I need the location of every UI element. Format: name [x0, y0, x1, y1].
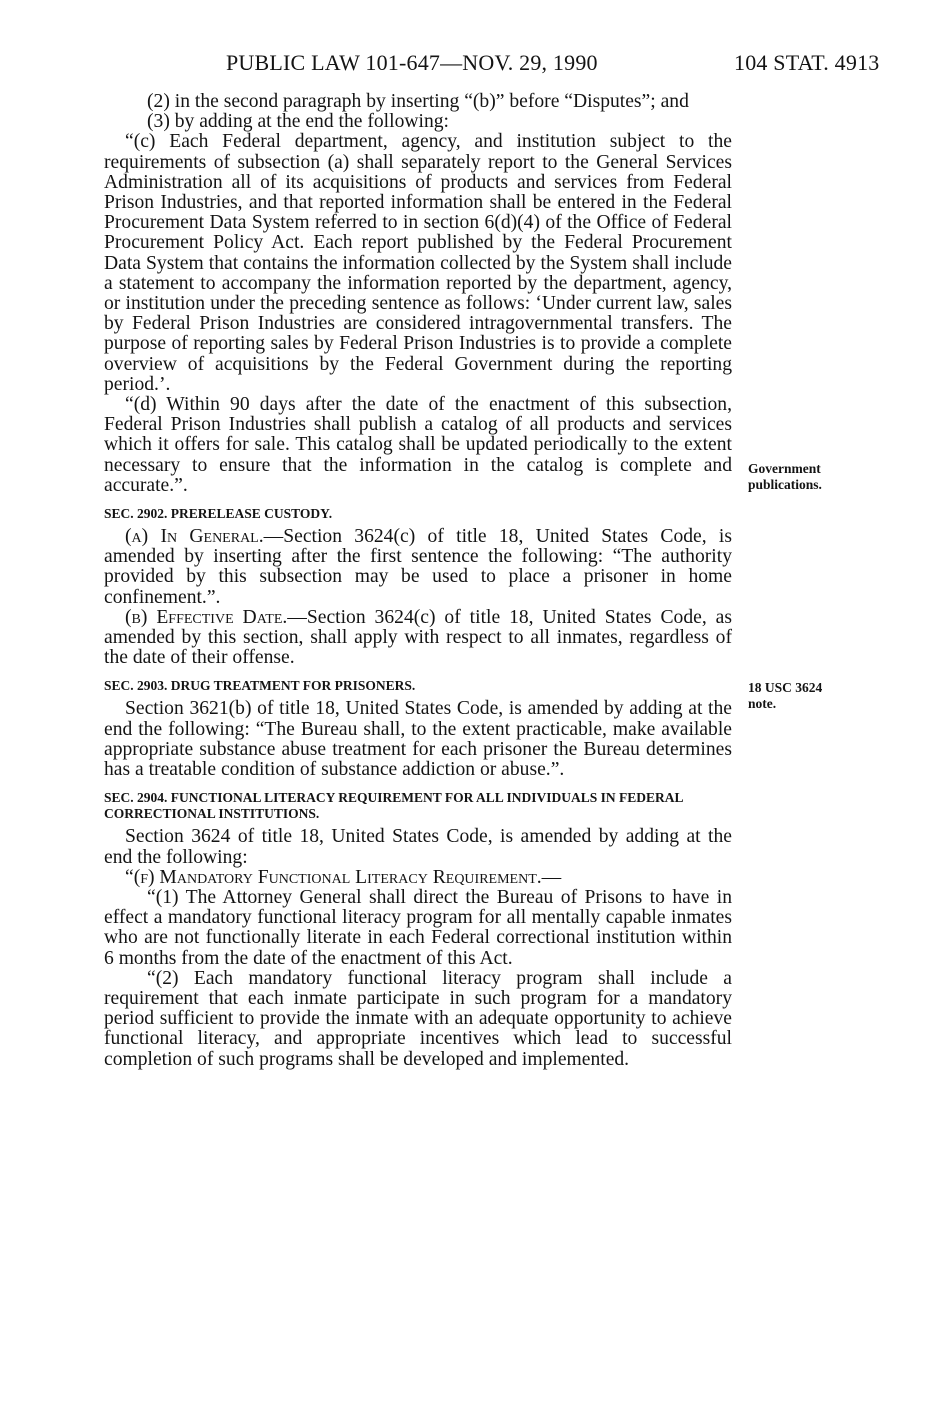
margin-note-line: publications. — [748, 477, 822, 492]
paragraph-amendment-2: (2) in the second paragraph by inserting “(b)” before “Disputes”; and — [147, 91, 689, 112]
section-heading-2903: SEC. 2903. DRUG TREATMENT FOR PRISONERS. — [104, 678, 416, 694]
paragraph-amendment-3: (3) by adding at the end the following: — [147, 111, 450, 133]
section-heading-2902: SEC. 2902. PRERELEASE CUSTODY. — [104, 506, 333, 522]
paragraph-subsection-f-heading: “(f) Mandatory Functional Literacy Requirement. — [125, 866, 542, 888]
paragraph-2902-a-heading: (a) In General. — [125, 526, 264, 548]
margin-note-usc-reference — [748, 680, 822, 712]
paragraph-2902-a-text: —Section 3624(c) of title 18, United States Code, is amended by inserting after the first sentence the following: “The authority provided by this subsection may be used to place a prisoner in home confinement.”. — [104, 526, 732, 608]
paragraph-f-1: “(1) The Attorney General shall direct the Bureau of Prisons to have in effect a mandatory functional literacy program for all mentally capable inmates who are not functionally literate in each Federal correctional institution within 6 months from the date of the enactment of this Act. — [104, 886, 732, 969]
running-header-stat-page: 104 STAT. 4913 — [734, 50, 880, 75]
paragraph-2902-a — [104, 527, 732, 608]
paragraph-2902-b — [104, 608, 732, 669]
paragraph-f-2: “(2) Each mandatory functional literacy program shall include a requirement that each inmate participate in such program for a mandatory period sufficient to provide the inmate with an adequate opportunity to achieve functional literacy, and appropriate incentives which lead to successful completion of such programs shall be developed and implemented. — [104, 967, 732, 1070]
margin-note-line: Government — [748, 461, 821, 476]
margin-note-line: 18 USC 3624 — [748, 680, 823, 695]
paragraph-subsection-c: “(c) Each Federal department, agency, and institution subject to the requirements of subsection (a) shall separately report to the General Services Administration all of its acquisitions of products and services from Federal Prison Industries, and that reported information shall be entered in the Federal Procurement Data System referred to in section 6(d)(4) of the Office of Federal Procurement Policy Act. Each report published by the Federal Procurement Data System that contains the information collected by the System shall include a statement to accompany the information reported by the department, agency, or institution under the preceding sentence as follows: ‘Under current law, sales by Federal Prison Industries are considered intragovernmental transfers. The purpose of reporting sales by Federal Prison Industries is to provide a complete overview of acquisitions by the Federal Government during the reporting period.’. — [104, 131, 732, 395]
margin-note-government-publications — [748, 461, 822, 493]
paragraph-2902-b-heading: (b) Effective Date. — [125, 606, 288, 628]
paragraph-2904: Section 3624 of title 18, United States Code, is amended by adding at the end the following: — [104, 826, 732, 868]
paragraph-subsection-f — [104, 868, 732, 888]
paragraph-2903: Section 3621(b) of title 18, United States Code, is amended by adding at the end the following: “The Bureau shall, to the extent practicable, make available appropriate substance abuse treatment for each prisoner the Bureau determines has a treatable condition of substance addiction or abuse.”. — [104, 698, 732, 781]
paragraph-subsection-d: “(d) Within 90 days after the date of the enactment of this subsection, Federal Prison Industries shall publish a catalog of all products and services which it offers for sale. This catalog shall be updated periodically to the extent necessary to ensure that the information in the catalog is complete and accurate.”. — [104, 394, 732, 496]
running-header-title: PUBLIC LAW 101-647—NOV. 29, 1990 — [226, 50, 598, 75]
margin-note-line: note. — [748, 696, 777, 711]
body-text — [104, 92, 732, 1070]
paragraph-2902-b-text: —Section 3624(c) of title 18, United States Code, as amended by this section, shall apply with respect to all inmates, regardless of the date of their offense. — [104, 606, 732, 669]
paragraph-subsection-f-dash: — — [541, 866, 562, 888]
section-heading-2904: SEC. 2904. FUNCTIONAL LITERACY REQUIREMENT FOR ALL INDIVIDUALS IN FEDERAL CORRECTIONAL INSTITUTIONS. — [104, 790, 683, 822]
